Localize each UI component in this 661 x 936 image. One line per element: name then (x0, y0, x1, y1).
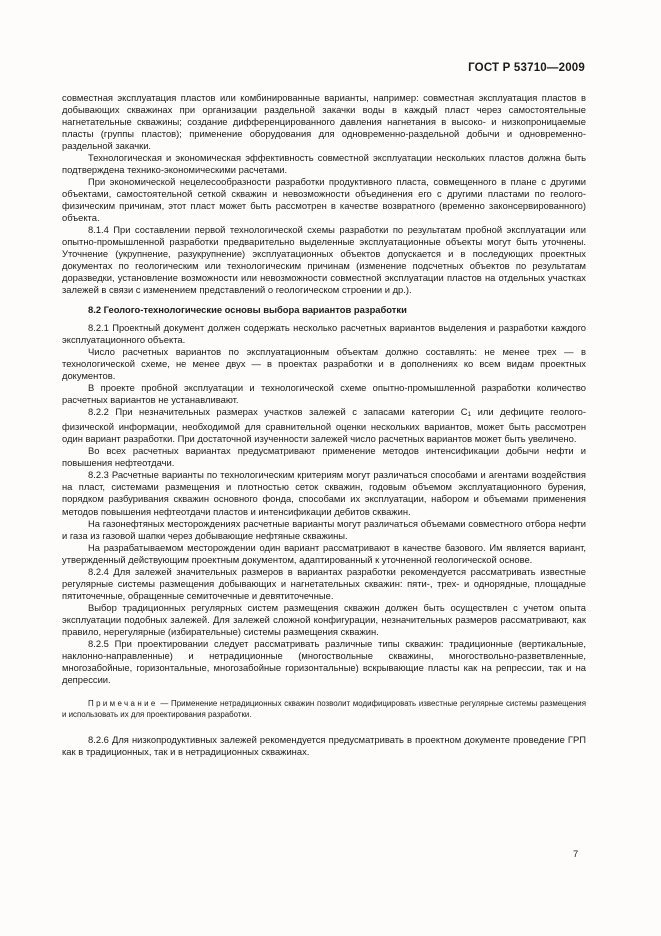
paragraph-trial-operation: В проекте пробной эксплуатации и технологической схеме опытно-промышленной разработки количество расчетных вариантов не устанавливают. (62, 382, 586, 406)
paragraph-gas-oil: На газонефтяных месторождениях расчетные варианты могут различаться объемами совместного отбора нефти и газа из газовой шапки через добывающие нефтяные скважины. (62, 517, 586, 541)
document-body (62, 92, 586, 758)
paragraph-8-2-2 (62, 406, 586, 445)
paragraph-8-2-4: 8.2.4 Для залежей значительных размеров в вариантах разработки рекомендуется рассматривать известные регулярные системы размещения добывающих и нагнетательных скважин: пяти-, трех- и однорядные, площадные пятиточечные, обращенные семиточечные и девятиточечные. (62, 565, 586, 601)
paragraph-base-variant: На разрабатываемом месторождении один вариант рассматривают в качестве базового. Им является вариант, утвержденный действующим проектным документом, адаптированный к уточненной геологической основе. (62, 541, 586, 565)
doc-number-header: ГОСТ Р 53710—2009 (468, 62, 585, 74)
paragraph-efficiency: Технологическая и экономическая эффективность совместной эксплуатации нескольких пластов должна быть подтверждена технико-экономическими расчетами. (62, 152, 586, 176)
paragraph-8-2-3: 8.2.3 Расчетные варианты по технологическим критериям могут различаться способами и агентами воздействия на пласт, системами размещения и плотностью сеток скважин, годовым объемом эксплуатационного бурения, порядком разбуривания скважин основного фонда, способами их эксплуатации, набором и объемами применения методов повышения нефтеотдачи пластов и интенсификации дебитов скважин. (62, 469, 586, 517)
paragraph-return-object: При экономической нецелесообразности разработки продуктивного пласта, совмещенного в плане с другими объектами, самостоятельной сеткой скважин и невозможности объединения его с другими пластами по геолого-физическим причинам, этот пласт может быть рассмотрен в качестве возвратного (временно законсервированного) объекта. (62, 176, 586, 224)
paragraph-8-2-1: 8.2.1 Проектный документ должен содержать несколько расчетных вариантов выделения и разработки каждого эксплуатационного объекта. (62, 322, 586, 346)
paragraph-variant-count: Число расчетных вариантов по эксплуатационным объектам должно составлять: не менее трех — в технологической схеме, не менее двух — в проектах разработки и в дополнениях ко всем видам проектных документов. (62, 346, 586, 382)
category-subscript: 1 (467, 411, 472, 419)
paragraph-8-2-2-end: или дефиците геолого-физической информации, необходимой для сравнительной оценки нескольких вариантов, может быть рассмотрен один вариант разработки. При достаточной изученности залежей число расчетных вариантов может быть увеличено. (62, 406, 586, 445)
note-label: Примечание (88, 698, 158, 708)
paragraph-8-2-5: 8.2.5 При проектировании следует рассматривать различные типы скважин: традиционные (вертикальные, наклонно-направленные) и нетрадиционные (многоствольные скважины, многоствольно-разветвленные, многозабойные, горизонтальные, многозабойные горизонтальные) вскрывающие пласты как на репрессии, так и на депрессии. (62, 637, 586, 685)
note-text: — Применение нетрадиционных скважин позволит модифицировать известные регулярные системы размещения и использовать их для проектирования разработки. (62, 698, 586, 719)
note (62, 698, 586, 720)
page-number: 7 (573, 848, 579, 859)
paragraph-8-1-4: 8.1.4 При составлении первой технологической схемы разработки по результатам пробной эксплуатации или опытно-промышленной разработки предварительно выделенные эксплуатационные объекты могут быть уточнены. Уточнение (укрупнение, разукрупнение) эксплуатационных объектов допускается и в последующих проектных документах по геологическим или технологическим причинам (изменение подсчетных объектов по результатам доразведки, установление возможности или невозможности совместной эксплуатации пластов на отдельных участках залежей в связи с изменением представлений о геологическом строении и др.). (62, 224, 586, 296)
paragraph-8-2-6: 8.2.6 Для низкопродуктивных залежей рекомендуется предусматривать в проектном документе проведение ГРП как в традиционных, так и в нетрадиционных скважинах. (62, 733, 586, 757)
paragraph-continuation: совместная эксплуатация пластов или комбинированные варианты, например: совместная эксплуатация пластов в добывающих скважинах при организации раздельной закачки воды в каждый пласт через самостоятельные нагнетательные скважины; создание дифференцированного давления нагнетания в высоко- и низкопроницаемые пласты (группы пластов); применение оборудования для одновременно-раздельной добычи и одновременно-раздельной закачки. (62, 92, 586, 152)
section-heading-8-2: 8.2 Геолого-технологические основы выбора вариантов разработки (88, 304, 407, 316)
paragraph-traditional-systems: Выбор традиционных регулярных систем размещения скважин должен быть осуществлен с учетом опыта эксплуатации подобных залежей. Для залежей сложной конфигурации, незначительных размеров рассматривают, как правило, нерегулярные (избирательные) системы размещения скважин. (62, 601, 586, 637)
paragraph-8-2-2-start: 8.2.2 При незначительных размерах участков залежей с запасами категории C (88, 406, 468, 418)
paragraph-intensification: Во всех расчетных вариантах предусматривают применение методов интенсификации добычи нефти и повышения нефтеотдачи. (62, 445, 586, 469)
